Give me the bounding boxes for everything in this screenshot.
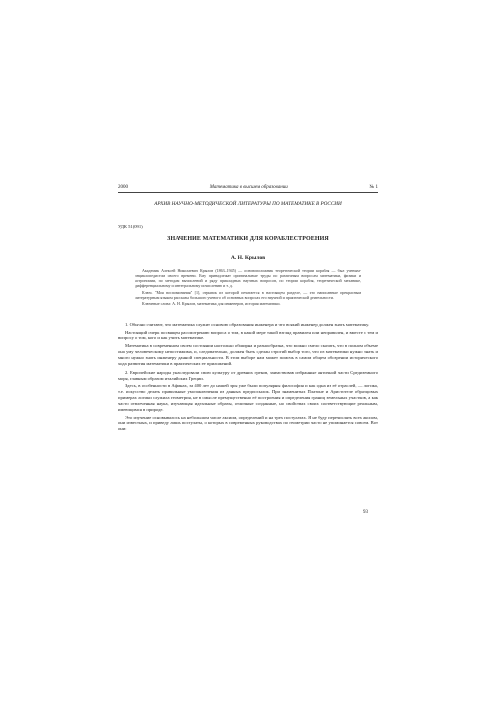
abstract-paragraph: Ключ. "Моя воспоминания" [1], отрывок из которой печатается в настоящем разделе, — это написанные прекрасным литературным языком рассказы большого ученого об основных вопросах его научной и практической деятельности. bbox=[135, 289, 361, 300]
header-issue: № 1 bbox=[369, 185, 378, 190]
article-title: ЗНАЧЕНИЕ МАТЕМАТИКИ ДЛЯ КОРАБЛЕСТРОЕНИЯ bbox=[167, 236, 329, 242]
body-paragraph: 1. Обычно считают, что математика служит основою образования инженера и что всякий инженер должен знать математику. bbox=[125, 322, 370, 327]
page-number: 93 bbox=[363, 510, 368, 515]
running-header bbox=[118, 185, 378, 190]
abstract-paragraph: Академик Алексей Николаевич Крылов (1863–1945) — основоположник теоретической теории корабля — был ученым-энциклопедистом своего времени. Ему принадлежат оригинальные труды по различным вопросам математики, физики и астрономии, по методам вычислений и ряду прикладных научных вопросов, по теории корабля, теоретической механике, дифференциальному и интегральному исчислению и т. д. bbox=[135, 268, 361, 289]
header-rule bbox=[118, 192, 378, 193]
body-paragraph: Это изучение основывалось на небольшом числе аксиом, определений и на трех постулатах. Я не буду перечислять всех аксиом, они известных, и приведу лишь постулаты, о которых в современных руководствах по геометрии часто не упоминается совсем. Вот они: bbox=[118, 414, 378, 432]
abstract bbox=[135, 268, 361, 307]
body-paragraph: Настоящий очерк посвящен рассмотрению вопроса о том, в какой мере такой взгляд правилен или неправилен, и вместе с тем и вопросу о том, кого и как учить математике. bbox=[118, 329, 378, 341]
udk-code: УДК 51(091) bbox=[118, 224, 143, 229]
keywords: Ключевые слова: А. Н. Крылов, математика для инженеров, история математики. bbox=[142, 300, 281, 306]
section-title: АРХИВ НАУЧНО-МЕТОДИЧЕСКОЙ ЛИТЕРАТУРЫ ПО МАТЕМАТИКЕ В РОССИИ bbox=[154, 201, 342, 207]
body-paragraph: Здесь, в особенности в Афинах, за 400 лет до нашей эры уже были популярны философия и как одна из её отраслей, — логика, т.е. искусство делать правильные умозаключения из данных предпосылок. При знаменитых Платоне и Аристотеле образцовых примерах логики служила геометрия, не в смысле премущественно её построения и определения границ земельных участков, а как часто отвлеченная наука, изучающая идеальные образы, отличные созданные, но свойствах своих соответствующие реальным, имеющимся в природе. bbox=[118, 383, 378, 413]
author-name: А. Н. Крылов bbox=[230, 255, 266, 261]
header-running-title: Математика в высшем образовании bbox=[209, 185, 288, 190]
article-body bbox=[118, 322, 378, 434]
body-paragraph: Математика в современном своем состоянии настолько обширна и разнообразна, что можно смело сказать, что в полном объеме она уму человеческому непостижима, и, следовательно, должен быть сделан строгий выбор того, что из математики нужно знать и много нужно знать инженеру данной специальности. В этом выборе нам может помочь в самом общем обозрении исторического хода развития математики в практических ее приложений. bbox=[118, 342, 378, 366]
body-paragraph: 2. Европейские народы унаследовали свою культуру от древних греков, заимствовав избранные античной части Средиземного моря, главным образом италийских Греции. bbox=[118, 370, 378, 381]
header-year: 2000 bbox=[118, 185, 128, 190]
